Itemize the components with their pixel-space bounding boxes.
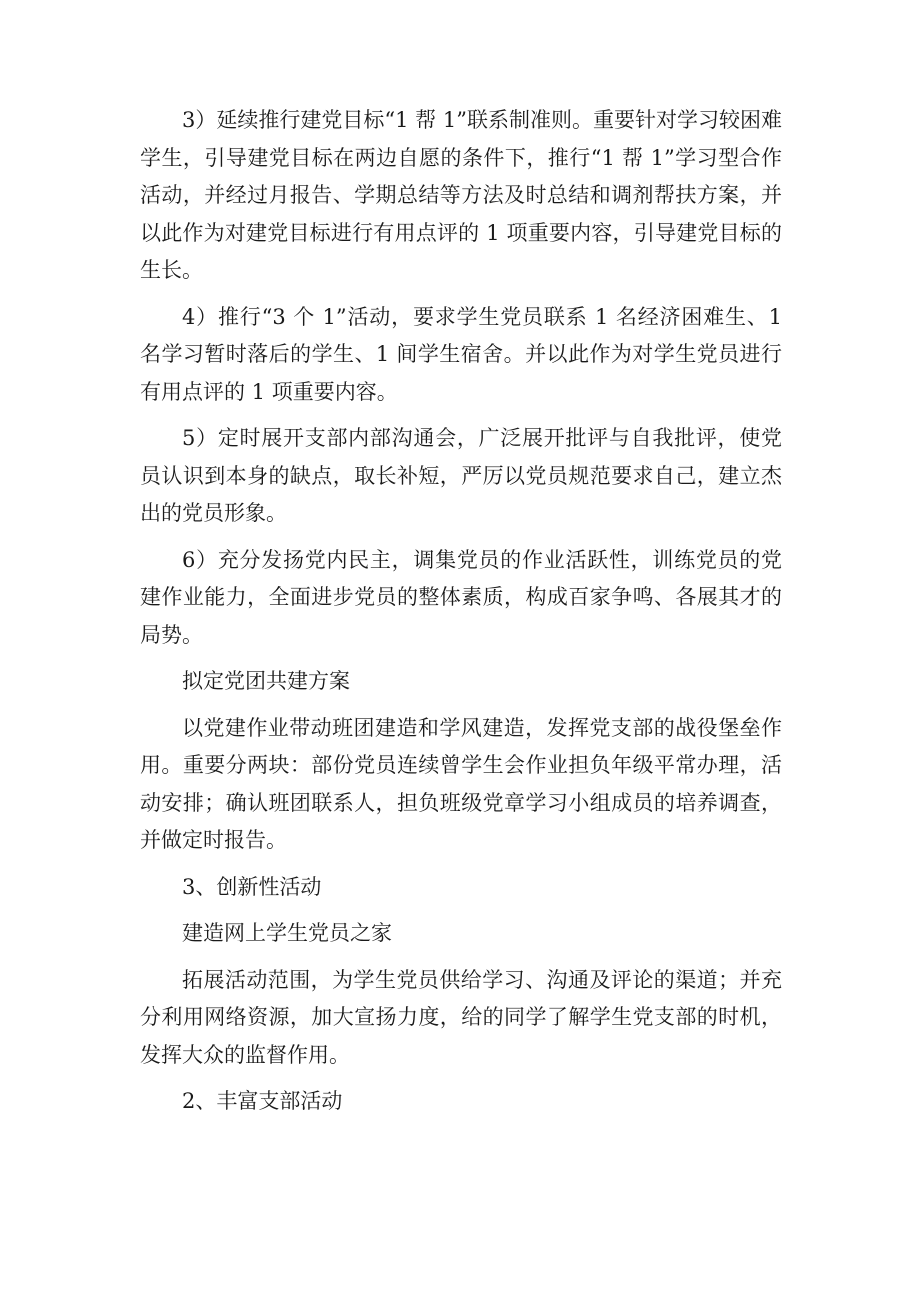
paragraph-party-league-plan: 以党建作业带动班团建造和学风建造，发挥党支部的战役堡垒作用。重要分两块：部份党员连续曾学生会作业担负年级平常办理，活动安排；确认班团联系人，担负班级党章学习小组成员的培养调查，并做定时报告。: [140, 715, 782, 852]
paragraph-item-4-three-ones: 4）推行“3 个 1”活动，要求学生党员联系 1 名经济困难生、1 名学习暂时落后的学生、1 间学生宿舍。并以此作为对学生党员进行有用点评的 1 项重要内容。: [140, 304, 782, 404]
section-heading-online-home: 建造网上学生党员之家: [182, 921, 392, 945]
paragraph-item-6-democracy: 6）充分发扬党内民主，调集党员的作业活跃性，训练党员的党建作业能力，全面进步党员的整体素质，构成百家争鸣、各展其才的局势。: [140, 547, 782, 647]
section-heading-party-league: 拟定党团共建方案: [182, 669, 350, 693]
paragraph-item-5-communication: 5）定时展开支部内部沟通会，广泛展开批评与自我批评，使党员认识到本身的缺点，取长补短，严厉以党员规范要求自己，建立杰出的党员形象。: [140, 426, 782, 525]
document-body: [140, 102, 782, 1130]
paragraph-online-home: 拓展活动范围，为学生党员供给学习、沟通及评论的渠道；并充分利用网络资源，加大宣扬力度，给的同学了解学生党支部的时机，发挥大众的监督作用。: [140, 967, 782, 1067]
paragraph-item-3-pairing: 3）延续推行建党目标“1 帮 1”联系制准则。重要针对学习较困难学生，引导建党目标在两边自愿的条件下，推行“1 帮 1”学习型合作活动，并经过月报告、学期总结等方法及时总结和调剂帮扶方案，并以此作为对建党目标进行有用点评的 1 项重要内容，引导建党目标的生长。: [140, 108, 782, 282]
section-heading-innovative-activities: 3、创新性活动: [182, 874, 322, 899]
section-heading-branch-activities: 2、丰富支部活动: [182, 1089, 343, 1113]
